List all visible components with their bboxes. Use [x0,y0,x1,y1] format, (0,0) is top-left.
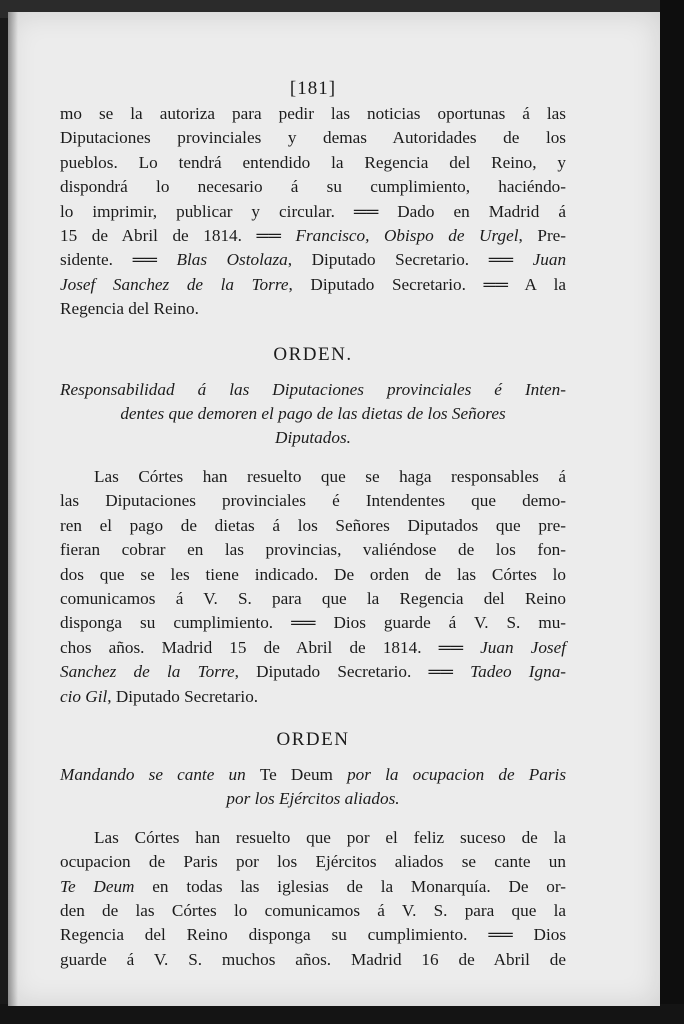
text-line: guarde á V. S. muchos años. Madrid 16 de Abril de [60,949,566,969]
separator-dash: ══ [132,250,157,270]
subtitle-line: dentes que demoren el pago de las dietas de los Señores [120,404,506,424]
text-segment: , Diputado Secretario. [287,250,470,270]
signatory-name: Josef Sanchez de la Torre [60,274,289,294]
text-line: Las Córtes han resuelto que se haga responsables á [94,466,566,486]
text-segment: lo imprimir, publicar y circular. [60,201,335,221]
text-line [60,248,566,272]
text-line: den de las Córtes lo comunicamos á V. S. para que la [60,900,566,920]
order-title: ORDEN. [273,343,353,365]
text-line [60,611,566,635]
page-number: [181] [289,78,337,99]
text-line: las Diputaciones provinciales é Intendentes que demo- [60,491,566,511]
text-line [60,224,566,248]
signatory-name: Juan [532,250,567,270]
separator-dash: ══ [428,662,453,682]
signatory-name: Francisco, Obispo de Urgel [295,226,519,246]
text-segment: , Diputado Secretario. [288,274,466,294]
subtitle-line: por los Ejércitos aliados. [226,789,400,809]
text-line [60,660,566,684]
scanner-background-bottom [0,1004,684,1024]
text-line: comunicamos á V. S. para que la Regencia del Reino [60,588,566,608]
signatory-name: Tadeo Igna- [470,662,567,682]
separator-dash: ══ [488,250,514,270]
text-line: dispondrá lo necesario á su cumplimiento, haciéndo- [60,177,566,197]
signatory-name: cio Gil [60,686,108,706]
text-line: pueblos. Lo tendrá entendido la Regencia del Reino, y [60,152,566,172]
subtitle-line: Diputados. [275,428,351,448]
paragraph-continuation [60,102,566,322]
text-segment: chos años. Madrid 15 de Abril de 1814. [60,637,422,657]
text-line: ocupacion de Paris por los Ejércitos aliados se cante un [60,852,566,872]
text-segment: , Pre- [518,226,567,246]
text-line [60,875,566,899]
text-line: Diputaciones provinciales y demas Autoridades de los [60,128,566,148]
separator-dash: ══ [353,201,379,221]
subtitle-line [60,763,566,787]
text-segment: A la [524,274,566,294]
text-line [60,636,566,660]
text-segment: Te Deum [60,876,135,896]
order-body [60,465,566,709]
order-subtitle [60,763,566,812]
text-line [60,200,566,224]
order-body [60,826,566,972]
separator-dash: ══ [483,274,508,294]
text-line [60,685,566,709]
text-line: Las Córtes han resuelto que por el feliz suceso de la [94,827,566,847]
text-segment: Dado en Madrid á [397,201,566,221]
page-text [60,76,566,972]
subtitle-line: Responsabilidad á las Diputaciones provinciales é Inten- [60,379,566,399]
text-line: mo se la autoriza para pedir las noticias oportunas á las [60,104,566,123]
subtitle-segment: Te Deum [259,764,333,784]
separator-dash: ══ [291,613,316,633]
separator-dash: ══ [438,637,463,657]
separator-dash: ══ [488,925,513,945]
text-segment: , Diputado Secretario. [107,686,259,706]
text-line [60,273,566,297]
text-segment: disponga su cumplimiento. [60,613,274,633]
text-segment: Regencia del Reino disponga su cumplimiento. [60,925,468,945]
page-gutter-shadow [8,12,18,1006]
text-segment: , Diputado Secretario. [234,662,412,682]
text-line: fieran cobrar en las provincias, valiéndose de los fon- [60,540,566,560]
signatory-name: Blas Ostolaza [176,250,288,270]
text-segment: Dios [533,925,567,945]
order-subtitle [60,378,566,451]
separator-dash: ══ [256,226,281,246]
signatory-name: Juan Josef [480,637,567,657]
text-segment: Dios guarde á V. S. mu- [333,613,567,633]
subtitle-segment: Mandando se cante un [60,764,246,784]
book-page [8,12,660,1006]
text-line: Regencia del Reino. [60,299,199,319]
signatory-name: Sanchez de la Torre [60,662,235,682]
text-line: ren el pago de dietas á los Señores Diputados que pre- [60,515,566,535]
text-line [60,923,566,947]
text-line: dos que se les tiene indicado. De orden de las Córtes lo [60,564,566,584]
scanner-background-right [660,0,684,1024]
order-title: ORDEN [276,728,350,750]
text-segment: 15 de Abril de 1814. [60,226,242,246]
subtitle-segment: por la ocupacion de Paris [347,764,567,784]
text-segment: en todas las iglesias de la Monarquía. De or- [152,876,566,896]
text-segment: sidente. [60,250,113,270]
